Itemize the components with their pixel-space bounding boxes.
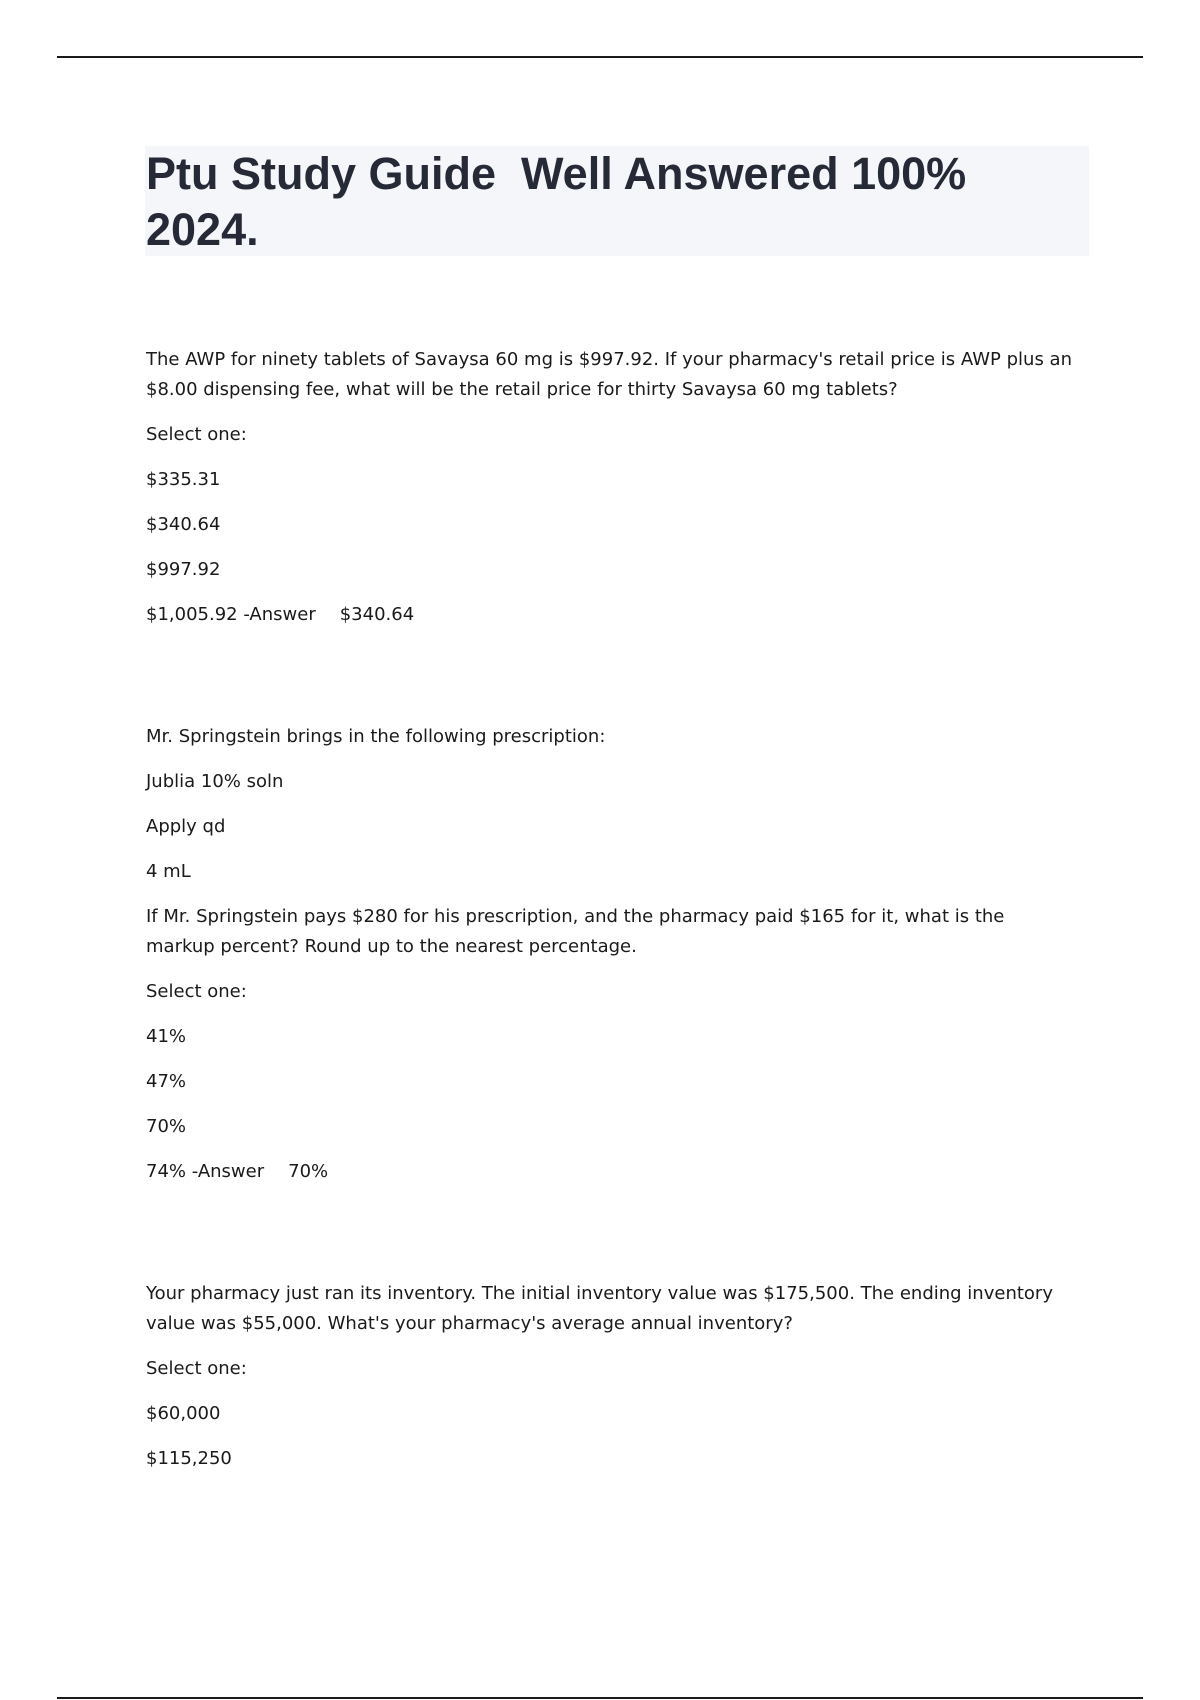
correct-answer: 70% <box>288 1161 329 1182</box>
answer-option: 41% <box>146 1026 187 1047</box>
answer-option: $60,000 <box>146 1403 221 1424</box>
answer-option: $340.64 <box>146 514 221 535</box>
answer-option: 74% -Answer <box>146 1161 265 1182</box>
question-prompt: If Mr. Springstein pays $280 for his prescription, and the pharmacy paid $165 for it, what is the markup percent? Round up to the nearest percentage. <box>146 906 1005 957</box>
prescription-line: 4 mL <box>146 861 191 882</box>
question-1 <box>146 345 1076 630</box>
top-rule <box>57 56 1143 58</box>
answer-option: $997.92 <box>146 559 221 580</box>
question-prompt: Your pharmacy just ran its inventory. The initial inventory value was $175,500. The ending inventory value was $55,000. What's your pharmacy's average annual inventory? <box>146 1283 1053 1334</box>
prescription-line: Jublia 10% soln <box>146 771 284 792</box>
select-label: Select one: <box>146 981 247 1002</box>
answer-option: $1,005.92 -Answer <box>146 604 316 625</box>
answer-line <box>146 1157 1076 1187</box>
prescription-line: Apply qd <box>146 816 226 837</box>
select-label: Select one: <box>146 424 247 445</box>
question-prompt: The AWP for ninety tablets of Savaysa 60 mg is $997.92. If your pharmacy's retail price is AWP plus an $8.00 dispensing fee, what will be the retail price for thirty Savaysa 60 mg tablets? <box>146 349 1072 400</box>
select-label: Select one: <box>146 1358 247 1379</box>
correct-answer: $340.64 <box>339 604 415 625</box>
answer-option: $115,250 <box>146 1448 232 1469</box>
question-intro: Mr. Springstein brings in the following prescription: <box>146 726 606 747</box>
question-3 <box>146 1279 1076 1474</box>
document-body <box>146 345 1076 1489</box>
answer-option: 70% <box>146 1116 187 1137</box>
page-title: Ptu Study Guide Well Answered 100% 2024. <box>146 148 979 255</box>
answer-line <box>146 600 1076 630</box>
answer-option: 47% <box>146 1071 187 1092</box>
answer-option: $335.31 <box>146 469 221 490</box>
question-2 <box>146 722 1076 1187</box>
bottom-rule <box>57 1697 1143 1699</box>
